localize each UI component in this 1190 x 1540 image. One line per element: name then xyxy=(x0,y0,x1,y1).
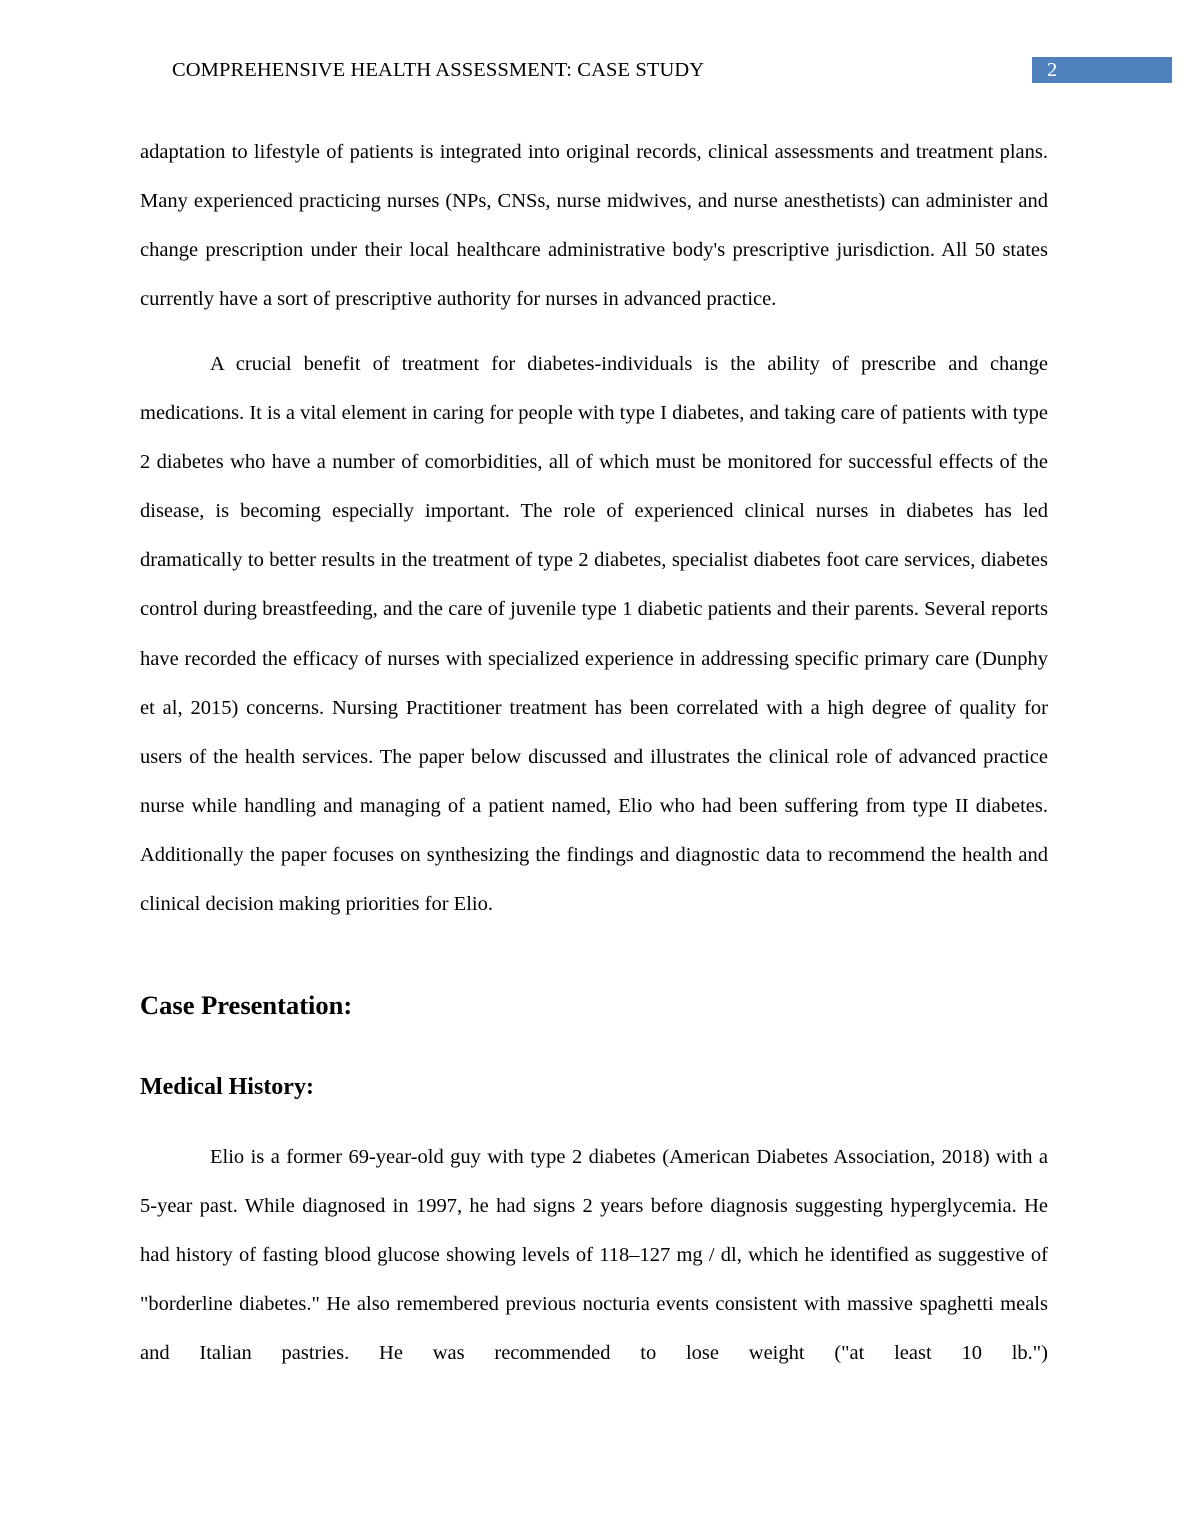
body-paragraph-3: Elio is a former 69-year-old guy with type 2 diabetes (American Diabetes Association, 2018) with a 5-year past. While diagnosed in 1997, he had signs 2 years before diagnosis suggesting hyperglycemia. He had history of fasting blood glucose showing levels of 118–127 mg / dl, which he identified as suggestive of "borderline diabetes." He also remembered previous nocturia events consistent with massive spaghetti meals and Italian pastries. He was recommended to lose weight ("at least 10 lb.") xyxy=(140,1146,1048,1365)
paragraph-block-3 xyxy=(140,1133,1048,1378)
body-paragraph-1: adaptation to lifestyle of patients is integrated into original records, clinical assessments and treatment plans. Many experienced practicing nurses (NPs, CNSs, nurse midwives, and nurse anesthetists) can administer and change prescription under their local healthcare administrative body's prescriptive jurisdiction. All 50 states currently have a sort of prescriptive authority for nurses in advanced practice. xyxy=(140,141,1048,311)
body-paragraph-2: A crucial benefit of treatment for diabetes-individuals is the ability of prescribe and change medications. It is a vital element in caring for people with type I diabetes, and taking care of patients with type 2 diabetes who have a number of comorbidities, all of which must be monitored for successful effects of the disease, is becoming especially important. The role of experienced clinical nurses in diabetes has led dramatically to better results in the treatment of type 2 diabetes, specialist diabetes foot care services, diabetes control during breastfeeding, and the care of juvenile type 1 diabetic patients and their parents. Several reports have recorded the efficacy of nurses with specialized experience in addressing specific primary care (Dunphy et al, 2015) concerns. Nursing Practitioner treatment has been correlated with a high degree of quality for users of the health services. The paper below discussed and illustrates the clinical role of advanced practice nurse while handling and managing of a patient named, Elio who had been suffering from type II diabetes. Additionally the paper focuses on synthesizing the findings and diagnostic data to recommend the health and clinical decision making priorities for Elio. xyxy=(140,353,1048,916)
heading-medical-history: Medical History: xyxy=(140,1074,314,1100)
page-number-box xyxy=(1032,57,1172,83)
paragraph-block-2 xyxy=(140,340,1048,929)
paragraph-continuation xyxy=(140,128,1048,324)
heading-case-presentation: Case Presentation: xyxy=(140,990,353,1020)
running-head-title: COMPREHENSIVE HEALTH ASSESSMENT: CASE STUDY xyxy=(172,59,705,81)
page-number: 2 xyxy=(1047,59,1058,81)
